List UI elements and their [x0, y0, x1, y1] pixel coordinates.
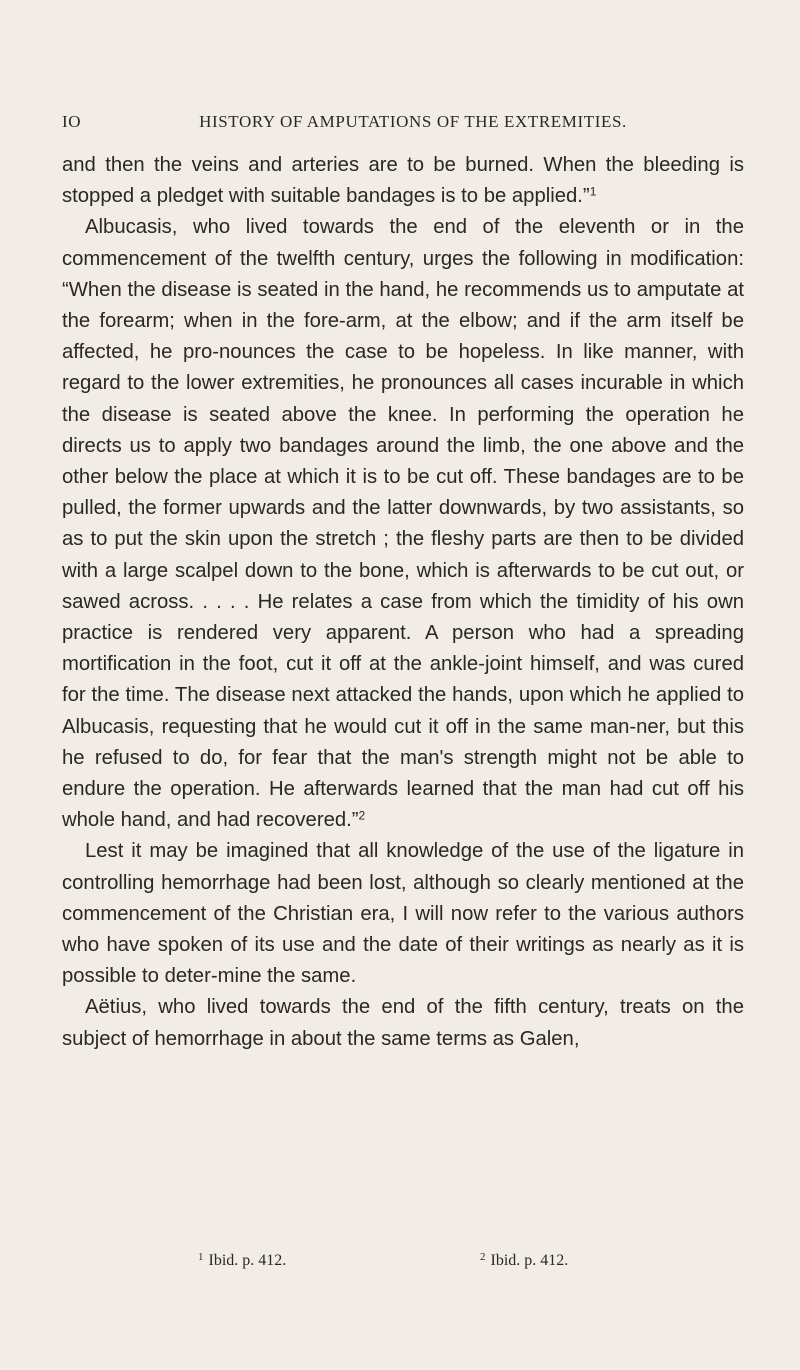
footnote-reference: 2 — [358, 808, 366, 823]
footnote-text: Ibid. p. 412. — [208, 1252, 287, 1269]
footnote-reference: 1 — [589, 184, 597, 199]
paragraph — [62, 992, 744, 1054]
paragraph-text: Aëtius, who lived towards the end of the fifth century, treats on the subject of hemorrhage in about the same terms as Galen, — [62, 996, 744, 1050]
footnote-mark: 1 — [198, 1251, 204, 1264]
paragraph-text: Lest it may be imagined that all knowledge of the use of the ligature in controlling hemorrhage had been lost, although so clearly mentioned at the commencement of the Christian era, I will now refer to the various authors who have spoken of its use and the date of their writings as nearly as it is possible to deter-mine the same. — [62, 840, 744, 988]
body-text — [62, 150, 744, 1055]
page-number: IO — [62, 112, 82, 131]
footnote-mark: 2 — [480, 1251, 486, 1264]
footnotes — [0, 1252, 800, 1282]
footnote — [480, 1252, 568, 1270]
paragraph — [62, 150, 744, 212]
running-head — [62, 112, 742, 142]
footnote — [198, 1252, 286, 1270]
running-title: HISTORY OF AMPUTATIONS OF THE EXTREMITIES. — [199, 112, 627, 131]
paragraph — [62, 836, 744, 992]
paragraph-text: Albucasis, who lived towards the end of the eleventh or in the commencement of the twelfth century, urges the following in modification: “When the disease is seated in the hand, he recommends us to amputate at the forearm; when in the fore-arm, at the elbow; and if the arm itself be affected, he pro-nounces the case to be hopeless. In like manner, with regard to the lower extremities, he pronounces all cases incurable in which the disease is seated above the knee. In performing the operation he directs us to apply two bandages around the limb, the one above and the other below the place at which it is to be cut off. These bandages are to be pulled, the former upwards and the latter downwards, by two assistants, so as to put the skin upon the stretch ; the fleshy parts are then to be divided with a large scalpel down to the bone, which is afterwards to be cut out, or sawed across. . . . . He relates a case from which the timidity of his own practice is rendered very apparent. A person who had a spreading mortification in the foot, cut it off at the ankle-joint himself, and was cured for the time. The disease next attacked the hands, upon which he applied to Albucasis, requesting that he would cut it off in the same man-ner, but this he refused to do, for fear that the man's strength might not be able to endure the operation. He afterwards learned that the man had cut off his whole hand, and had recovered.” — [62, 216, 744, 832]
paragraph-text: and then the veins and arteries are to be burned. When the bleeding is stopped a pledget with suitable bandages is to be applied.” — [62, 154, 744, 208]
paragraph — [62, 212, 744, 836]
footnote-text: Ibid. p. 412. — [490, 1252, 569, 1269]
